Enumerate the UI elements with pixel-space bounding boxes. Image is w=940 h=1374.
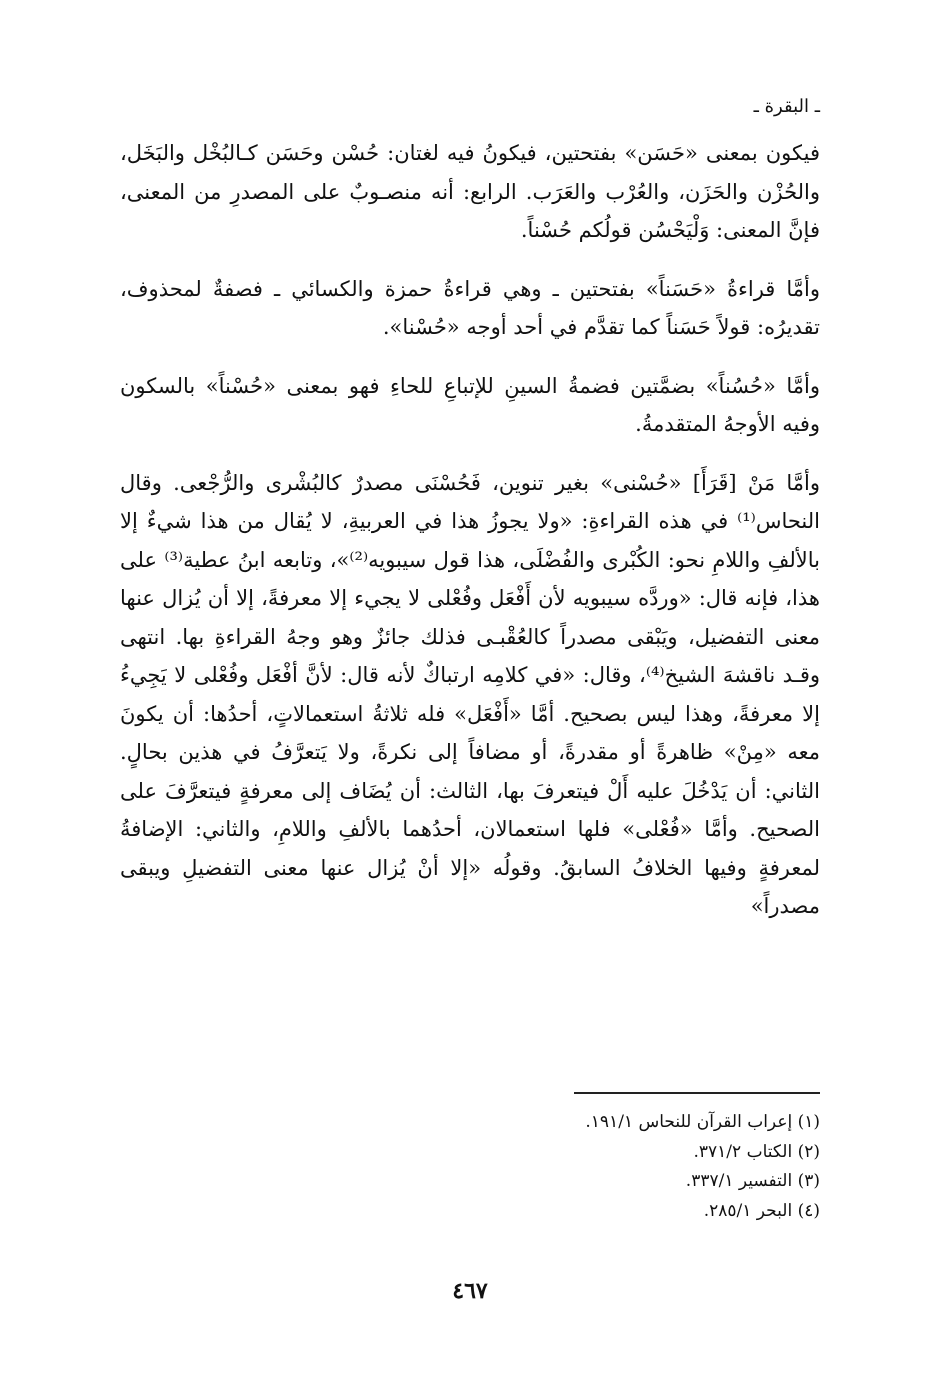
footnotes xyxy=(300,1108,820,1226)
footnote: (١) إعراب القرآن للنحاس ١٩١/١. xyxy=(585,1112,820,1132)
paragraph: وأمَّا مَنْ [قَرَأَ] «حُسْنى» بغير تنوين، فَحُسْنَى مصدرٌ كالبُشْرى والرُّجْعى. وقال النحاس⁽¹⁾ في هذه القراءةِ: «ولا يجوزُ هذا في العربيةِ، لا يُقال من هذا شيءٌ إلا بالألفِ واللامِ نحو: الكُبْرى والفُضْلَى، هذا قول سيبويه⁽²⁾»، وتابعه ابنُ عطية⁽³⁾ على هذا، فإنه قال: «وردَّه سيبويه لأن أَفْعَل وفُعْلى لا يجيء إلا معرفةً، إلا أن يُزال عنها معنى التفضيل، ويَبْقى مصدراً كالعُقْبـى فذلك جائزٌ وهو وجهُ القراءةِ بها. انتهى وقـد ناقشهَ الشيخ⁽⁴⁾، وقال: «في كلامِه ارتباكٌ لأنه قال: لأنَّ أفْعَل وفُعْلى لا يَجِيءُ إلا معرفةً، وهذا ليس بصحيح. أمَّا «أَفْعَل» فله ثلاثةُ استعمالاتٍ، أحدُها: أن يكونَ معه «مِنْ» ظاهرةً أو مقدرةً، أو مضافاً إلى نكرةً، ولا يَتعرَّفُ في هذين بحالٍ. الثاني: أن يَدْخُلَ عليه أَلْ فيتعرفَ بها، الثالث: أن يُضَاف إلى معرفةٍ فيتعرَّفَ على الصحيح. وأمَّا «فُعْلى» فلها استعمالان، أحدُهما بالألفِ واللامِ، والثاني: الإضافةُ لمعرفةٍ وفيها الخلافُ السابقُ. وقولُه «إلا أنْ يُزال عنها معنى التفضيلِ ويبقى مصدراً» xyxy=(120,470,820,918)
footnote-divider xyxy=(574,1092,820,1094)
paragraph: وأمَّا «حُسُناً» بضمَّتين فضمةُ السينِ للإتباعِ للحاءِ فهو بمعنى «حُسْناً» بالسكون وفيه الأوجهُ المتقدمةُ. xyxy=(120,373,820,436)
paragraph: فيكون بمعنى «حَسَن» بفتحتين، فيكونُ فيه لغتان: حُسْن وحَسَن كـالبُخْل والبَخَل، والحُزْن والحَزَن، والعُرْب والعَرَب. الرابع: أنه منصـوبٌ على المصدرِ من المعنى، فإنَّ المعنى: وَلْيَحْسُن قولُكم حُسْناً. xyxy=(120,141,820,242)
page-number: ٤٦٧ xyxy=(452,1278,488,1304)
footnote: (٤) البحر ٢٨٥/١. xyxy=(703,1200,820,1221)
running-header: ـ البقرة ـ xyxy=(753,96,820,117)
footnote: (٣) التفسير ٣٣٧/١. xyxy=(685,1171,820,1191)
footnote: (٢) الكتاب ٣٧١/٢. xyxy=(693,1141,820,1162)
paragraph: وأمَّا قراءةُ «حَسَناً» بفتحتين ـ وهي قراءةُ حمزة والكسائي ـ فصفةٌ لمحذوف، تقديرُه: قولاً حَسَناً كما تقدَّم في أحد أوجه «حُسْنا». xyxy=(120,276,820,339)
main-text xyxy=(120,134,820,926)
